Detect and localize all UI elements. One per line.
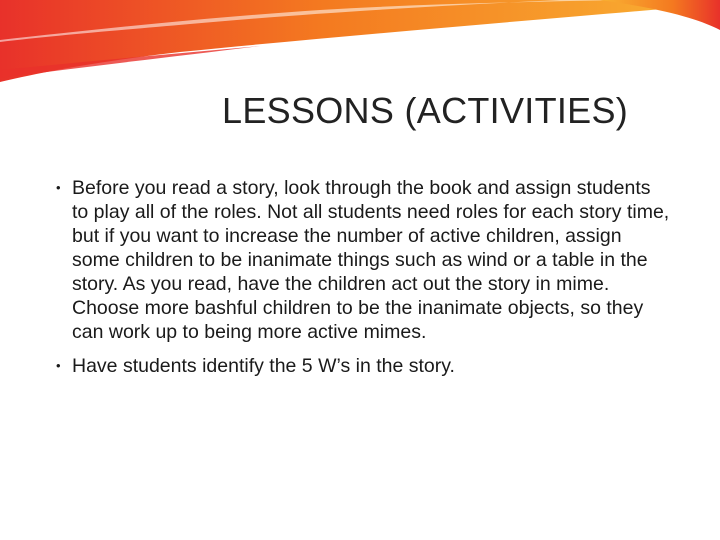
list-item — [52, 354, 672, 378]
bullet-text: Have students identify the 5 W’s in the story. — [72, 355, 455, 377]
bullet-icon: • — [56, 358, 61, 373]
list-item — [52, 176, 672, 344]
swoosh-band-main — [0, 0, 720, 82]
slide-title: LESSONS (ACTIVITIES) — [222, 90, 629, 131]
bullet-text: Before you read a story, look through the book and assign students to play all of the roles. Not all students need roles for each story time, but if you want to increase the number of active children, assign some children to be inanimate things such as wind or a table in the story. As you read, have the children act out the story in mime. Choose more bashful children to be the inanimate objects, so they can work up to being more active mimes. — [72, 177, 670, 343]
bullet-icon: • — [56, 180, 61, 195]
bullet-list — [52, 176, 672, 388]
